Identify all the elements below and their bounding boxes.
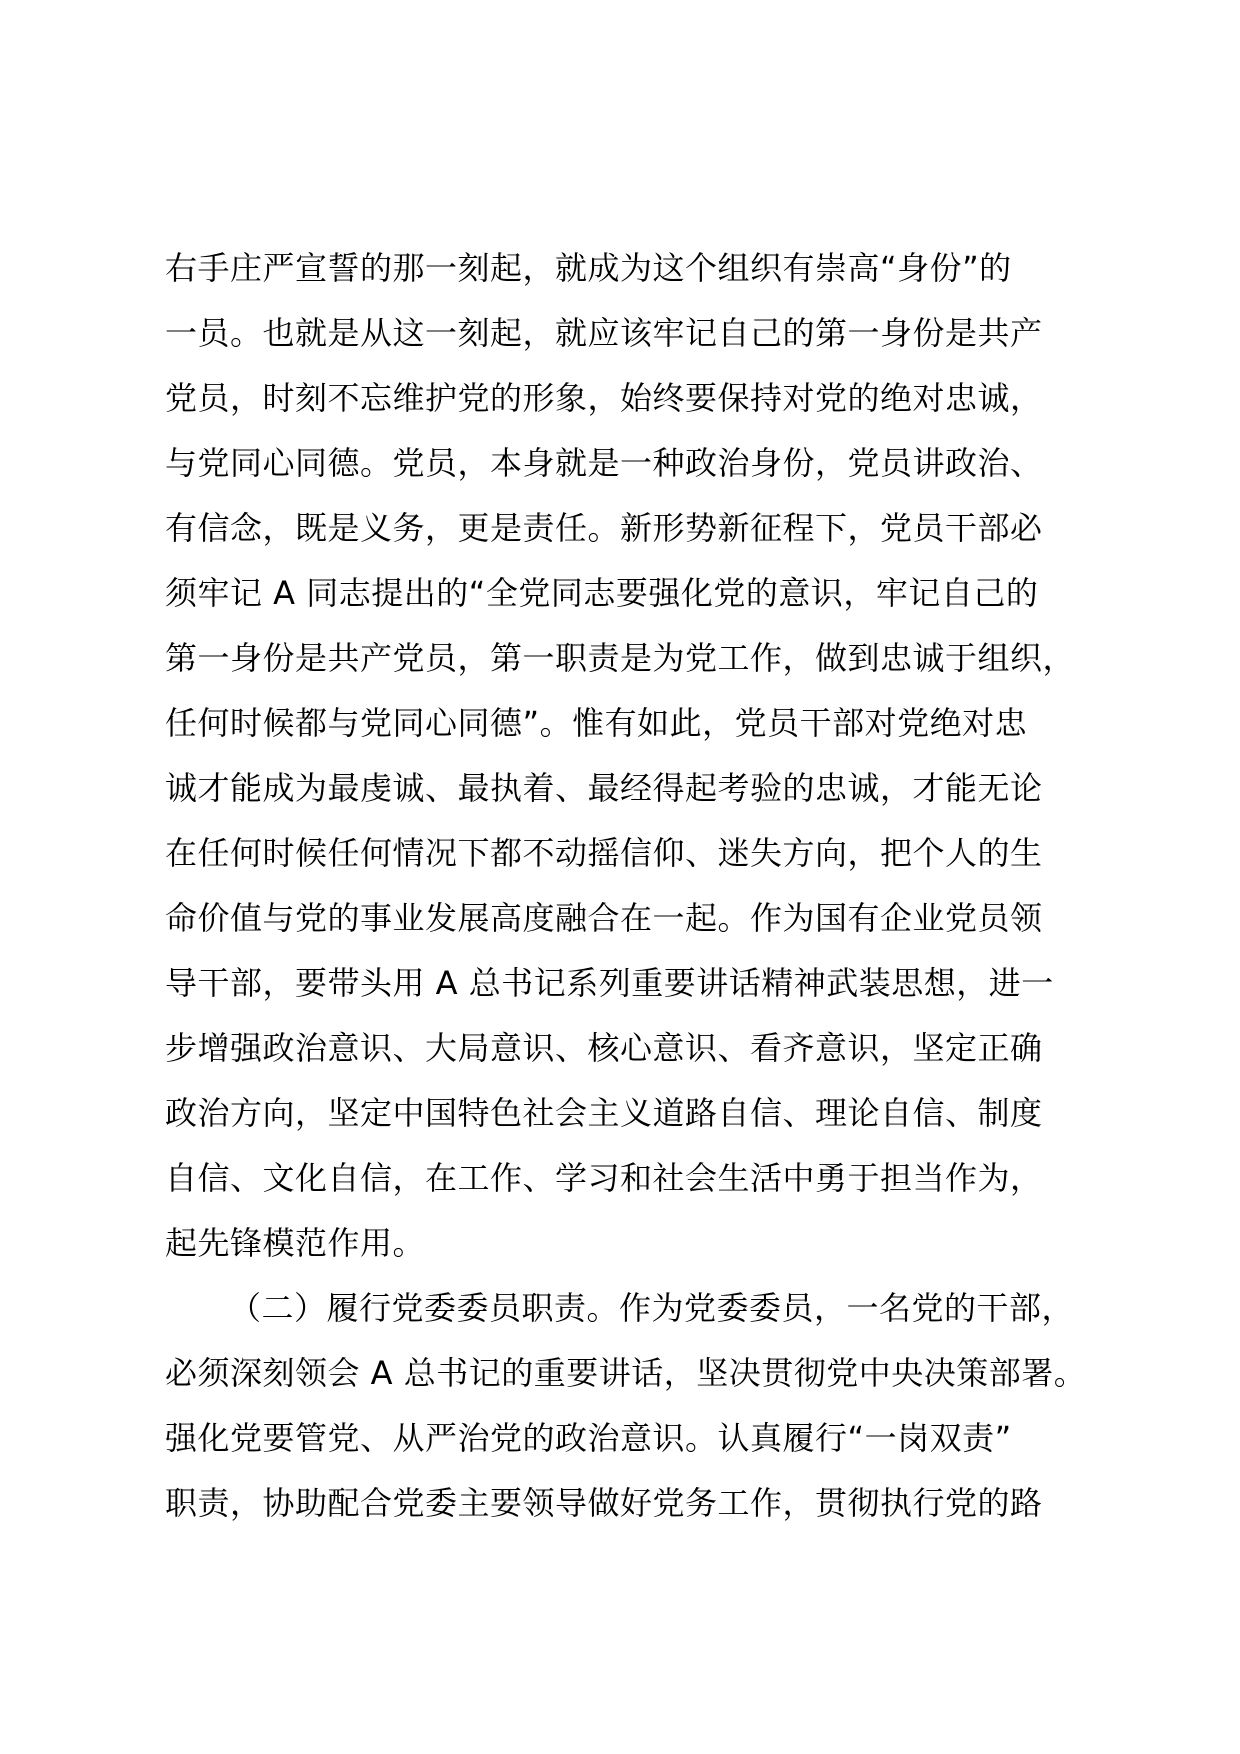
text-line: 必须深刻领会 A 总书记的重要讲话，坚决贯彻党中央决策部署。 [165,1354,1087,1392]
text-line: 第一身份是共产党员，第一职责是为党工作，做到忠诚于组织， [165,639,1076,677]
text-line: 与党同心同德。党员，本身就是一种政治身份，党员讲政治、 [165,444,1043,482]
section-heading-line: （二）履行党委委员职责。作为党委委员，一名党的干部， [229,1289,1075,1327]
text-line: 须牢记 A 同志提出的“全党同志要强化党的意识，牢记自己的 [165,574,1039,612]
text-line: 自信、文化自信，在工作、学习和社会生活中勇于担当作为， [165,1159,1043,1197]
text-line: 右手庄严宣誓的那一刻起，就成为这个组织有崇高“身份”的 [165,249,1012,287]
text-line: 有信念，既是义务，更是责任。新形势新征程下，党员干部必 [165,509,1043,547]
body-text [165,236,1125,1536]
text-line: 起先锋模范作用。 [165,1224,426,1262]
text-line: 导干部，要带头用 A 总书记系列重要讲话精神武装思想，进一 [165,964,1054,1002]
text-line: 诚才能成为最虔诚、最执着、最经得起考验的忠诚，才能无论 [165,769,1043,807]
text-line: 党员，时刻不忘维护党的形象，始终要保持对党的绝对忠诚， [165,379,1043,417]
text-line: 政治方向，坚定中国特色社会主义道路自信、理论自信、制度 [165,1094,1043,1132]
text-line: 任何时候都与党同心同德”。惟有如此，党员干部对党绝对忠 [165,704,1028,742]
text-line: 强化党要管党、从严治党的政治意识。认真履行“一岗双责” [165,1419,1012,1457]
text-line: 命价值与党的事业发展高度融合在一起。作为国有企业党员领 [165,899,1043,937]
text-line: 步增强政治意识、大局意识、核心意识、看齐意识，坚定正确 [165,1029,1043,1067]
text-line: 职责，协助配合党委主要领导做好党务工作，贯彻执行党的路 [165,1484,1043,1522]
text-line: 一员。也就是从这一刻起，就应该牢记自己的第一身份是共产 [165,314,1043,352]
text-line: 在任何时候任何情况下都不动摇信仰、迷失方向，把个人的生 [165,834,1043,872]
